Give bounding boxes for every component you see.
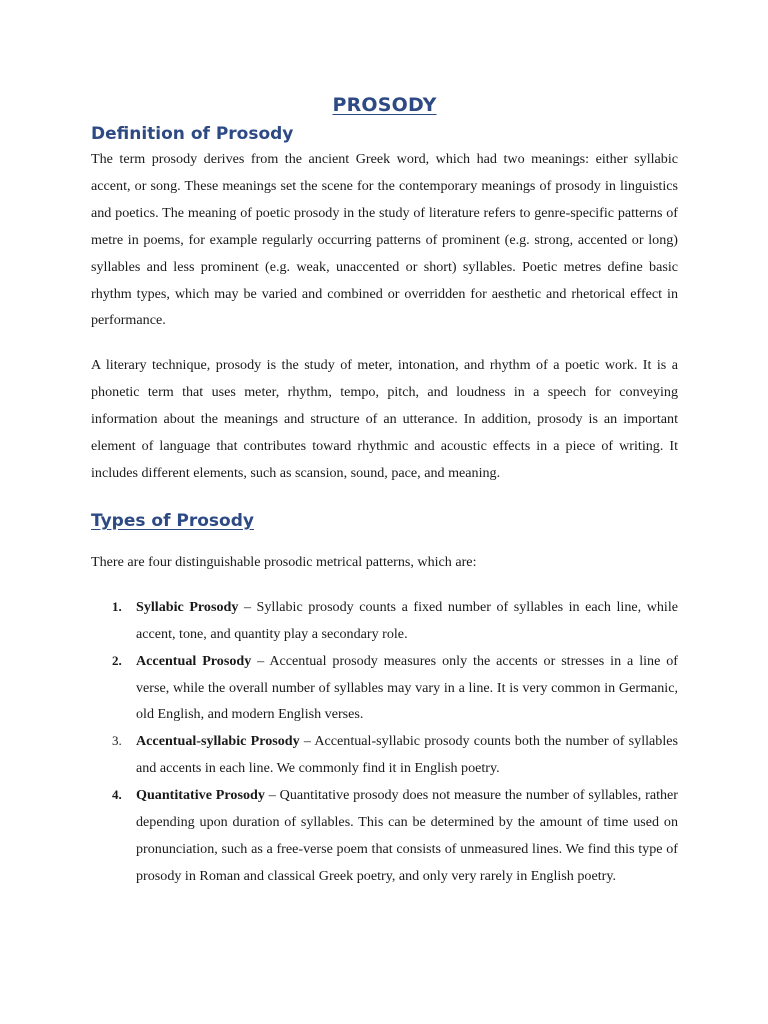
list-item bbox=[91, 594, 678, 648]
definition-paragraph-1: The term prosody derives from the ancient Greek word, which had two meanings: either syllabic accent, or song. These meanings set the scene for the contemporary meanings of prosody in linguistics and poetics. The meaning of poetic prosody in the study of literature refers to genre-specific patterns of metre in poems, for example regularly occurring patterns of prominent (e.g. strong, accented or long) syllables and less prominent (e.g. weak, unaccented or short) syllables. Poetic metres define basic rhythm types, which may be varied and combined or overridden for aesthetic and rhetorical effect in performance. bbox=[91, 151, 678, 329]
list-item-number: 2. bbox=[112, 652, 122, 668]
list-item-text: – Accentual-syllabic prosody counts both the number of syllables and accents in each line. We commonly find it in English poetry. bbox=[136, 733, 678, 777]
list-item-number: 4. bbox=[112, 787, 122, 803]
list-item-text: – Syllabic prosody counts a fixed number of syllables in each line, while accent, tone, and quantity play a secondary role. bbox=[136, 598, 679, 642]
list-item bbox=[91, 648, 678, 729]
list-item-number: 3. bbox=[112, 733, 122, 749]
document-page bbox=[91, 94, 678, 890]
types-heading: Types of Prosody bbox=[91, 510, 254, 531]
list-item-number: 1. bbox=[112, 598, 122, 614]
list-item-term: Syllabic Prosody bbox=[136, 598, 239, 615]
list-item-term: Accentual-syllabic Prosody bbox=[136, 733, 300, 750]
list-item-term: Accentual Prosody bbox=[136, 652, 252, 669]
types-list bbox=[91, 594, 678, 890]
list-item bbox=[91, 728, 678, 782]
definition-paragraph-2: A literary technique, prosody is the study of meter, intonation, and rhythm of a poetic work. It is a phonetic term that uses meter, rhythm, tempo, pitch, and loudness in a speech for conveying information about the meanings and structure of an utterance. In addition, prosody is an important element of language that contributes toward rhythmic and acoustic effects in a piece of writing. It includes different elements, such as scansion, sound, pace, and meaning. bbox=[91, 357, 678, 481]
types-intro: There are four distinguishable prosodic metrical patterns, which are: bbox=[91, 553, 477, 570]
list-item-text: – Quantitative prosody does not measure the number of syllables, rather depending upon duration of syllables. This can be determined by the amount of time used on pronunciation, such as a free-verse poem that consists of unmeasured lines. We find this type of prosody in Roman and classical Greek poetry, and only very rarely in English poetry. bbox=[136, 787, 678, 884]
list-item bbox=[91, 782, 678, 890]
list-item-text: – Accentual prosody measures only the accents or stresses in a line of verse, while the overall number of syllables may vary in a line. It is very common in Germanic, old English, and modern English verses. bbox=[136, 652, 678, 723]
definition-heading: Definition of Prosody bbox=[91, 124, 294, 144]
list-item-term: Quantitative Prosody bbox=[136, 787, 265, 804]
page-title: PROSODY bbox=[332, 94, 437, 116]
